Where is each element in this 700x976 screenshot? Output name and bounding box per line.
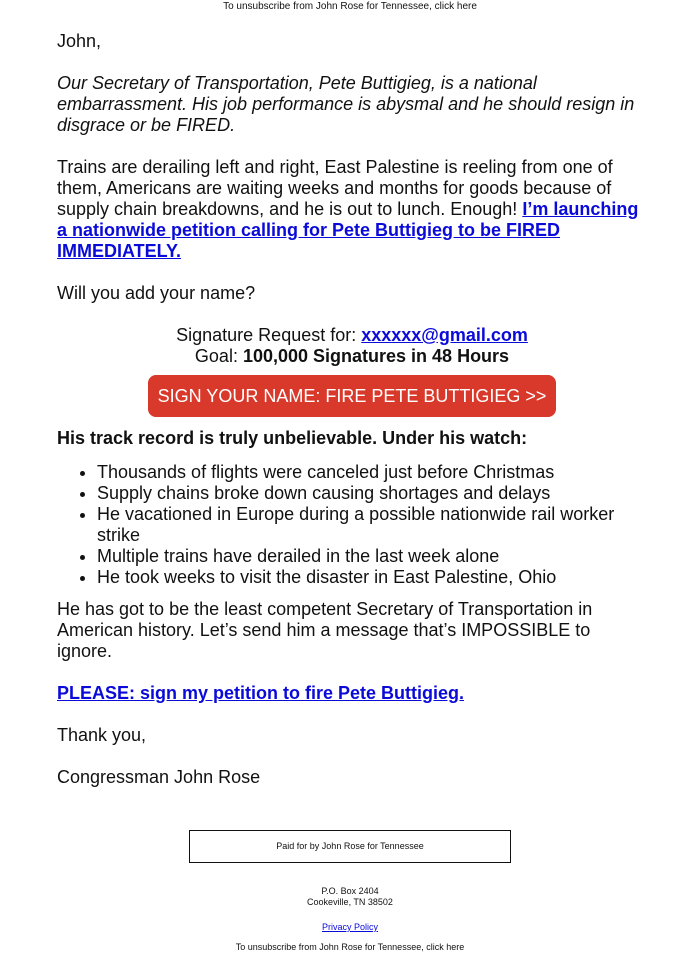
mailing-address [0, 886, 700, 908]
question: Will you add your name? [57, 283, 256, 303]
signature-request-line [57, 325, 647, 346]
sign-petition-button[interactable]: SIGN YOUR NAME: FIRE PETE BUTTIGIEG >> [148, 375, 557, 417]
address-line-1: P.O. Box 2404 [321, 886, 379, 896]
list-item: • Multiple trains have derailed in the last week alone [97, 546, 647, 567]
intro-paragraph: Our Secretary of Transportation, Pete Buttigieg, is a national embarrassment. His job performance is abysmal and he should resign in disgrace or be FIRED. [57, 73, 635, 135]
email-body [57, 31, 647, 809]
closing-paragraph: He has got to be the least competent Secretary of Transportation in American history. Let’s send him a message that’s IMPOSSIBLE to ignore. [57, 599, 593, 661]
paid-for-disclaimer: Paid for by John Rose for Tennessee [189, 830, 511, 863]
thanks-line: Thank you, [57, 725, 147, 745]
goal-line [57, 346, 647, 367]
greeting: John, [57, 31, 102, 51]
list-item: • Thousands of flights were canceled just before Christmas [97, 462, 647, 483]
bottom-unsubscribe-notice[interactable]: To unsubscribe from John Rose for Tennessee, click here [235, 942, 465, 952]
track-record-heading: His track record is truly unbelievable. Under his watch: [57, 428, 528, 448]
track-record-list [57, 462, 647, 588]
list-item: • He took weeks to visit the disaster in East Palestine, Ohio [97, 567, 647, 588]
list-item: • Supply chains broke down causing shortages and delays [97, 483, 647, 504]
address-line-2: Cookeville, TN 38502 [307, 897, 393, 907]
situation-text: Trains are derailing left and right, East Palestine is reeling from one of them, Americans are waiting weeks and months for goods because of supply chain breakdowns, and he is out to lunch. Enough! [57, 157, 613, 219]
top-unsubscribe-notice[interactable]: To unsubscribe from John Rose for Tennessee, click here [223, 1, 477, 12]
privacy-policy-row [0, 922, 700, 933]
goal-value: 100,000 Signatures in 48 Hours [242, 346, 510, 366]
situation-paragraph [57, 157, 647, 262]
cta-container [57, 375, 647, 417]
privacy-policy-link[interactable]: Privacy Policy [321, 922, 378, 932]
petition-link-line [57, 683, 647, 704]
signature-request-label: Signature Request for: [176, 325, 362, 345]
petition-launch-link[interactable]: I’m launching a nationwide petition calling for Pete Buttigieg to be FIRED IMMEDIATELY. [57, 199, 639, 261]
list-item: • He vacationed in Europe during a possible nationwide rail worker strike [97, 504, 647, 546]
sign-petition-link[interactable]: PLEASE: sign my petition to fire Pete Buttigieg. [57, 683, 465, 703]
signature-email-link[interactable]: xxxxxx@gmail.com [361, 325, 528, 345]
signature-request-block [57, 325, 647, 367]
signoff-line: Congressman John Rose [57, 767, 261, 787]
goal-label: Goal: [194, 346, 243, 366]
